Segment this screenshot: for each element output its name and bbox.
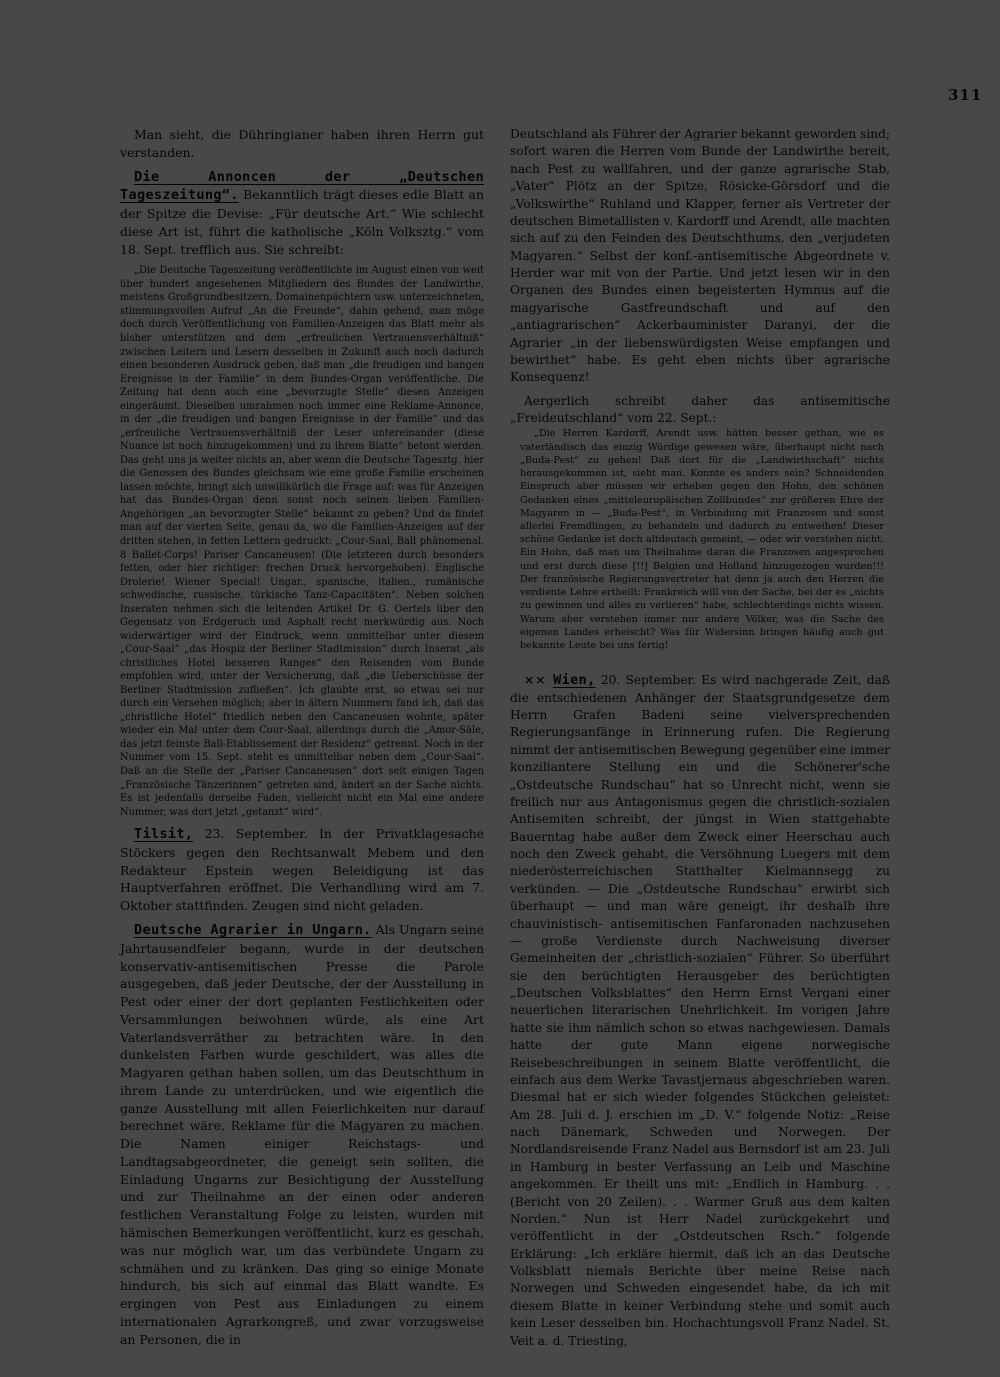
paragraph-agrarier [120, 921, 484, 1348]
paragraph-tilsit [120, 825, 484, 915]
heading-annoncen: Die Annoncen der „Deutschen Tageszeitung“. [120, 168, 484, 204]
text-annoncen: Bekanntlich trägt dieses edle Blatt an der Spitze die Devise: „Für deutsche Art.“ Wie schlecht diese Art ist, führt die katholische „Köln Volksztg.“ vom 18. Sept. trefflich aus. Sie schreibt: [120, 187, 484, 257]
quote-tageszeitung: „Die Deutsche Tageszeitung veröffentlichte im August einen von weit über hundert angesehenen Mitgliedern des Bundes der Landwirthe, meistens Großgrundbesitzern, Domainenpächtern usw. unterzeichneten, stimmungsvollen Aufruf „An die Freunde“, dahin gehend, man möge doch durch Veröffentlichung von Familien-Anzeigen das Blatt mehr als bisher unterstützen und dem „erfreulichen Vertrauensverhältniß“ zwischen Leitern und Lesern desselben in Zukunft auch noch dadurch einen besonderen Ausdruck geben, daß man „die freudigen und bangen Ereignisse in der Familie“ in dem Bundes-Organ veröffentliche. Die Zeitung hat denn auch eine „bevorzugte Stelle“ diesen Anzeigen eingeräumt. Dieselben umrahmen noch immer eine Reklame-Annonce, in der „die freudigen und bangen Ereignisse in der Familie“ und das „erfreuliche Vertrauensverhältniß der Leser untereinander (diese Nuance ist noch hinzugekommen) und zu ihrem Blatte“ betont werden. Das geht uns ja weiter nichts an, aber wenn die Deutsche Tagesztg. hier die Genossen des Bundes gleichsam wie eine große Familie erscheinen lassen möchte, bringt sich unwillkürlich die Frage auf: was für Anzeigen hat das Bundes-Organ denn sonst noch seinen lieben Familien-Angehörigen „an bevorzugter Stelle“ bekannt zu geben? Und da findet man auf der vierten Seite, genau da, wo die Familien-Anzeigen auf der dritten stehen, in fetten Lettern gedruckt: „Cour-Saal, Ball phänomenal. 8 Ballet-Corps! Pariser Cancaneusen! (Die letzteren durch besonders fetten, oder hier richtiger: frechen Druck hervorgehoben). Englische Drolerie! Wiener Special! Ungar., spanische, italien., rumänische schwedische, russische, türkische Tanz-Capacitäten“. Neben solchen Inseraten nehmen sich die leitenden Artikel Dr. G. Oertels über den Gegensatz von Erdgeruch und Asphalt recht merkwürdig aus. Noch widerwärtiger wird der Eindruck, wenn unmittelbar unter diesem „Cour-Saal“ „das Hospiz der Berliner Stadtmission“ durch Inserat „als christliches Hotel besseren Ranges“ den Reisenden vom Bunde empfohlen wird, unter der Versicherung, daß „die Ueberschüsse der Berliner Stadtmission zufließen“. Ich glaubte erst, so etwas sei nur durch ein Versehen möglich; aber in ältern Nummern fand ich, daß das „christliche Hotel“ friedlich neben den Cancaneusen wohnte, später wieder ein Mal unter dem Cour-Saal, allerdings durch die „Amor-Säle, das jetzt feinste Ball-Etablissement der Residenz“ getrennt. Noch in der Nummer vom 15. Sept. steht es unmittelbar neben dem „Cour-Saal“. Daß an die Stelle der „Pariser Cancaneusen“ dort seit einigen Tagen „Französische Tänzerinnen“ getreten sind, ändert an der Sache nichts. Es ist jedenfalls derselbe Faden, vielleicht nicht ein Mal eine andere Nummer, was dort jetzt „getanzt“ wird“. [120, 265, 484, 818]
quote-freideutschland: „Die Herren Kardorff, Arendt usw. hätten besser gethan, wie es vaterländisch das einzig Würdige gewesen wäre, überhaupt nicht nach „Buda-Pest“ zu gehen! Daß dort für die „Landwirthschaft“ nichts herausgekommen ist, sieht man. Konnte es anders sein? Schneidenden Einspruch aber müssen wir erheben gegen den Hohn, den schönen Gedanken eines „mitteleuropäischen Zollbundes“ zur größeren Ehre der Magyaren in — „Buda-Pest“, in Verbindung mit Franzosen und sonst allerlei Fremdlingen, zu behandeln und dadurch zu entweihen! Dieser schöne Gedanke ist doch altdeutsch gemeint, — oder wir verstehen nicht. Ein Hohn, daß man um Theilnahme daran die Franzosen angesprochen und erst durch diese [!!] Belgien und Holland hinzugezogen wurden!!! Der französische Regierungsvertreter hat denn ja auch den Herren die verdiente Lehre ertheilt: Frankreich will von der Sache, bei der es „nichts zu gewinnen und alles zu verlieren“ habe, schlechterdings nichts wissen. Warum aber verstehen immer nur andere Völker, was die Sache des eigenen Landes erheischt? Was für Widersinn bringen häufig auch gut bekannte Leute bei uns fertig! [520, 428, 884, 652]
paragraph-agrarier-cont: Deutschland als Führer der Agrarier bekannt geworden sind; sofort waren die Herren vom Bunde der Landwirthe bereit, nach Pest zu wallfahren, und der ganze agrarische Stab, „Vater“ Plötz an der Spitze, Rösicke-Görsdorf und die „Volkswirthe“ Ruhland und Klapper, ferner als Vertreter der deutschen Bimetallisten v. Kardorff und Arendt, alle machten sich auf zu den Feinden des Deutschthums, den „verjudeten Magyaren.“ Selbst der konf.-antisemitische Abgeordnete v. Herder war mit von der Partie. Und jetzt lesen wir in den Organen des Bundes einen begeisterten Hymnus auf die magyarische Gastfreundschaft und auf den „antiagrarischen“ Ackerbauminister Daranyi, der die Agrarier „in der liebenswürdigsten Weise empfangen und bewirthet“ habe. Es geht eben nichts über agrarische Konsequenz! [510, 127, 890, 385]
text-agrarier: Als Ungarn seine Jahrtausendfeier begann, wurde in der deutschen konservativ-antisemitischen Presse die Parole ausgegeben, daß jeder Deutsche, der der Ausstellung in Pest oder einer der dort geplanten Festlichkeiten oder Versammlungen beiwohnen würde, als eine Art Vaterlandsverräther zu betrachten wäre. In den dunkelsten Farben wurde geschildert, was alles die Magyaren gethan haben sollen, um das Deutschthum in ihrem Lande zu unterdrücken, und wie eigentlich die ganze Ausstellung mit allen Feierlichkeiten nur darauf berechnet wäre, Reklame für die Magyaren zu machen. Die Namen einiger Reichstags- und Landtagsabgeordneter, die geneigt sein sollten, die Einladung Ungarns zur Besichtigung der Ausstellung und zur Theilnahme an der einen oder anderen festlichen Veranstaltung Folge zu leisten, wurden mit hämischen Bemerkungen veröffentlicht, kurz es geschah, was nur möglich war, um das verbündete Ungarn zu schmähen und zu kränken. Das ging so einige Monate hindurch, bis sich auf einmal das Blatt wandte. Es ergingen von Pest aus Einladungen zu einem internationalen Agrarkongreß, und zwar vorzugsweise an Personen, die in [120, 921, 485, 1347]
text-tilsit: 23. September. In der Privatklagesache Stöckers gegen den Rechtsanwalt Mebem und den Redakteur Epstein wegen Beleidigung ist das Hauptverfahren eröffnet. Die Verhandlung wird am 7. Oktober stattfinden. Zeugen sind nicht geladen. [120, 826, 484, 914]
paragraph-annoncen [120, 168, 484, 259]
heading-tilsit: Tilsit, [134, 826, 194, 843]
page-number: 311 [948, 86, 983, 104]
left-column [120, 126, 484, 1348]
paragraph-intro: Man sieht, die Dühringianer haben ihren Herrn gut verstanden. [120, 127, 484, 160]
text-wien: 20. September. Es wird nachgerade Zeit, daß die entschiedenen Anhänger der Staatsgrundgesetze dem Herrn Grafen Badeni seine vielversprechenden Regierungsanfänge in Erinnerung rufen. Die Regierung nimmt der antisemitischen Bewegung gegenüber eine immer konziliantere Stellung ein und die Schönerer'sche „Ostdeutsche Rundschau“ hat so Unrecht nicht, wenn sie freilich nur aus Antagonismus gegen die christlich-sozialen Antisemiten schreibt, der jüngst in Wien stattgehabte Bauerntag habe außer dem Zweck einer Heerschau auch noch den Zweck gehabt, die Versöhnung Luegers mit dem niederösterreichischen Statthalter Kielmannsegg zu verkünden. — Die „Ostdeutsche Rundschau“ erwirbt sich überhaupt — und man wäre geneigt, ihr deshalb ihre chauvinistisch- antisemitischen Fanfaronaden nachzusehen — große Verdienste durch Nachweisung diverser Gemeinheiten der „christlich-sozialen“ Führer. So überführt sie den berüchtigten Herausgeber des berüchtigten „Deutschen Volksblattes“ den Herrn Ernst Vergani einer neuerlichen literarischen Unehrlichkeit. Im vorigen Jahre hatte sie ihm nämlich schon so etwas nachgewiesen. Damals hatte der gute Mann eigene norwegische Reisebeschreibungen in seinem Blatte veröffentlicht, die einfach aus dem Werke Tavastjernaus abgeschrieben waren. Diesmal hat er sich wieder folgendes Stückchen geleistet: Am 28. Juli d. J. erschien im „D. V.“ folgende Notiz: „Reise nach Dänemark, Schweden und Norwegen. Der Nordlandsreisende Franz Nadel aus Bernsdorf ist am 23. Juli in Hamburg in bester Verfassung an Leib und Maschine angekommen. Er theilt uns mit: „Endlich in Hamburg. . . (Bericht von 20 Zeilen). . . Warmer Gruß aus dem kalten Norden.“ Nun ist Herr Nadel zurückgekehrt und veröffentlicht in der „Ostdeutschen Rsch.“ folgende Erklärung: „Ich erkläre hiermit, daß ich an das Deutsche Volksblatt niemals Berichte über meine Reise nach Norwegen und Schweden eingesendet habe, da ich mit diesem Blatte in keiner Verbindung stehe und somit auch kein Leser desselben bin. Hochachtungsvoll Franz Nadel. St. Veit a. d. Triesting, [510, 673, 891, 1348]
separator-mark: ×× [524, 673, 554, 688]
paragraph-aergerlich: Aergerlich schreibt daher das antisemitische „Freideutschland“ vom 22. Sept.: [510, 393, 890, 425]
heading-wien: Wien, [553, 672, 596, 689]
heading-agrarier: Deutsche Agrarier in Ungarn. [134, 921, 372, 938]
right-column [510, 126, 890, 1350]
paragraph-wien [510, 672, 890, 1350]
